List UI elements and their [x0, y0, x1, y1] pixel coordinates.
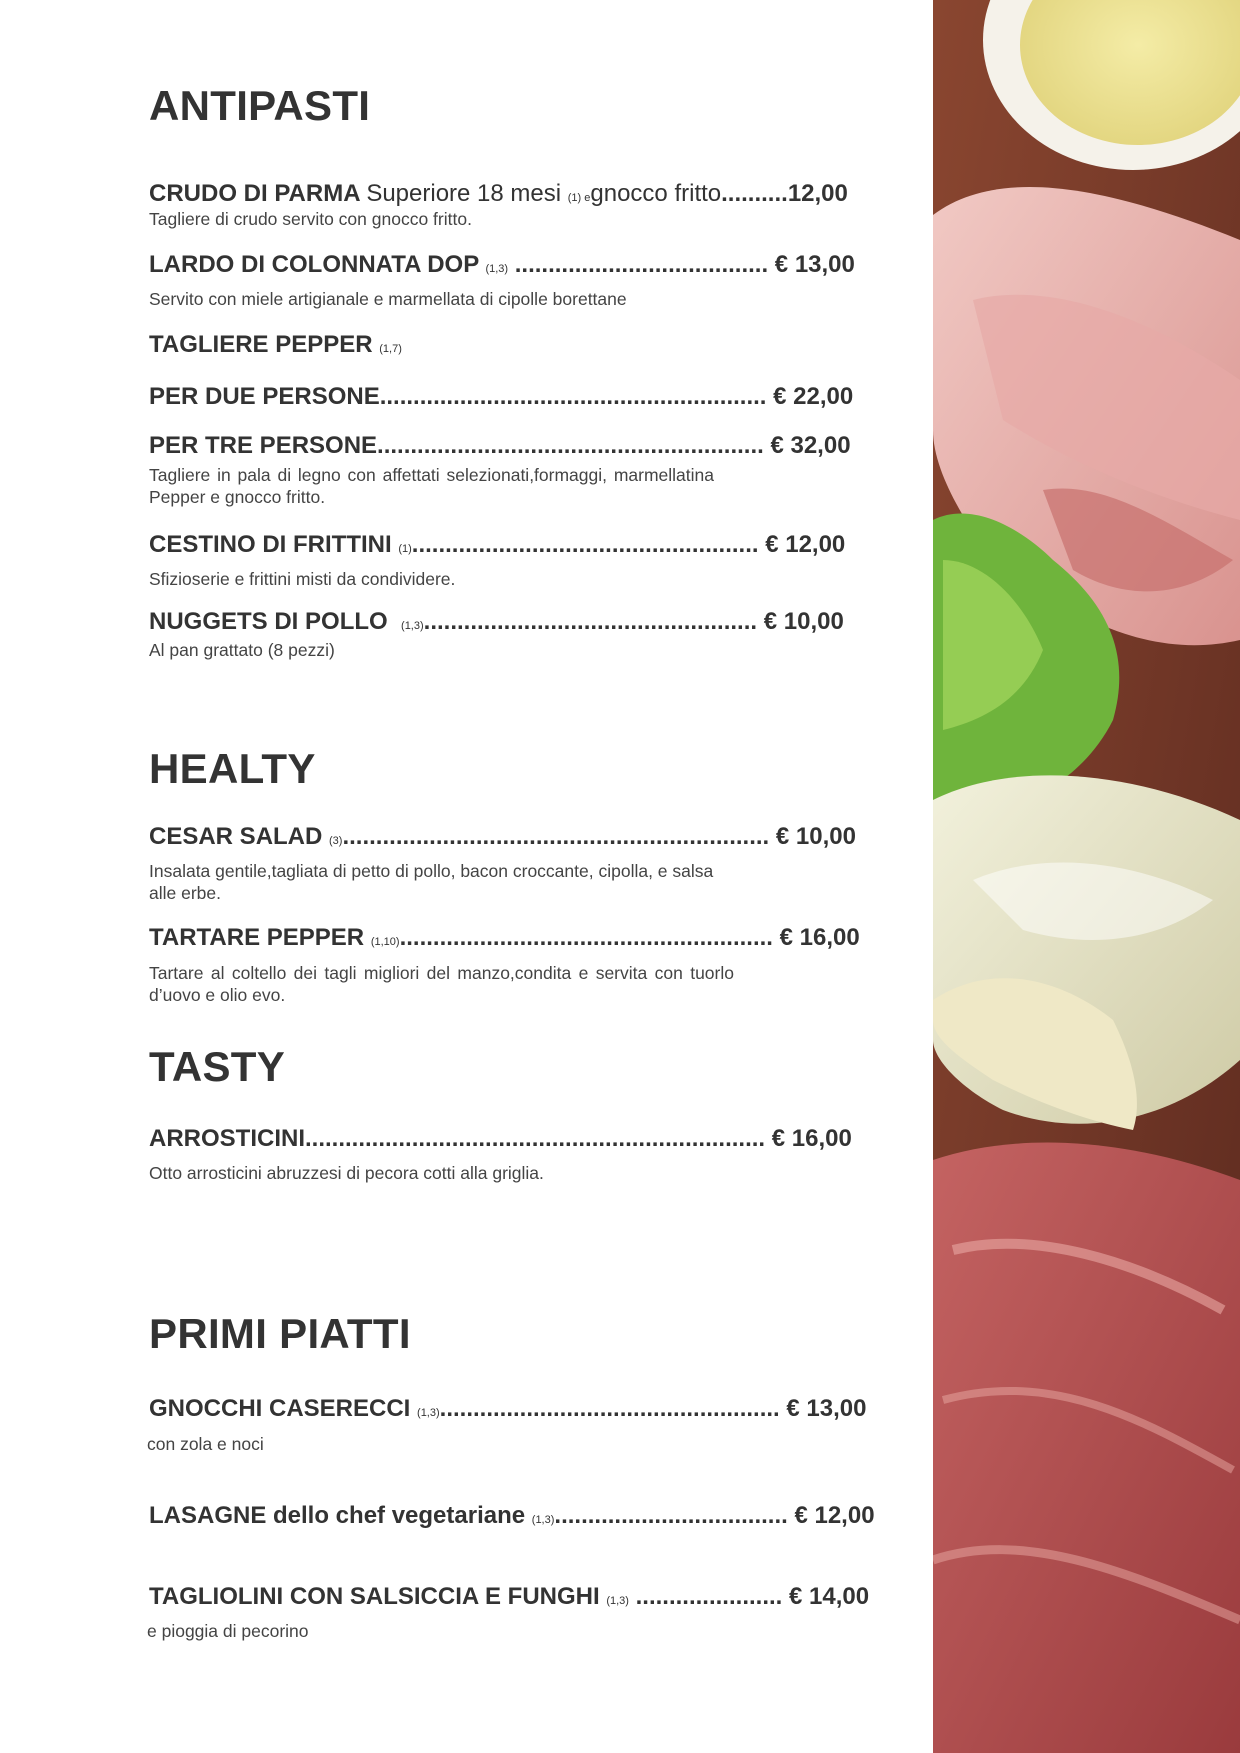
item-dots: ...................................... — [514, 251, 769, 278]
item-dots: ................................................... — [439, 1395, 780, 1422]
item-description: Servito con miele artigianale e marmellata di cipolle borettane — [149, 289, 627, 309]
item-description: Al pan grattato (8 pezzi) — [149, 640, 335, 660]
item-price: € 14,00 — [789, 1583, 870, 1610]
menu-item-nuggets-di-pollo — [149, 608, 844, 640]
item-price: € 12,00 — [794, 1502, 875, 1529]
item-dots: .......................................................... — [377, 432, 764, 459]
item-price: € 16,00 — [779, 924, 860, 951]
menu-item-tagliolini — [149, 1583, 869, 1615]
item-allergens: (1,3) — [401, 620, 424, 632]
item-name: TAGLIERE PEPPER — [149, 331, 373, 358]
item-price: € 12,00 — [765, 531, 846, 558]
item-price: € 16,00 — [771, 1125, 852, 1152]
menu-item-gnocchi-casereccci — [149, 1395, 866, 1427]
item-dots: .......................................................... — [379, 383, 767, 410]
item-name: GNOCCHI CASERECCI — [149, 1395, 411, 1422]
item-allergens: (3) — [329, 835, 343, 847]
menu-item-lardo-di-colonnata — [149, 251, 855, 283]
menu-item-tartare-pepper — [149, 924, 860, 956]
item-price: € 13,00 — [786, 1395, 867, 1422]
section-title-primi-piatti: PRIMI PIATTI — [149, 1310, 411, 1357]
item-dots: .................................................. — [423, 608, 758, 635]
item-price: € 32,00 — [770, 432, 851, 459]
item-description: e pioggia di pecorino — [147, 1621, 309, 1641]
menu-item-per-tre-persone — [149, 432, 851, 460]
item-name: PER DUE PERSONE — [149, 383, 380, 410]
item-allergens: (1,10) — [370, 936, 400, 948]
item-dots: ................................... — [554, 1502, 788, 1529]
item-name: NUGGETS DI POLLO — [149, 608, 388, 635]
item-name: CRUDO DI PARMA — [149, 180, 360, 207]
item-name: ARROSTICINI — [149, 1125, 305, 1152]
item-extra-2: gnocco fritto — [590, 180, 722, 207]
item-dots: .................................................... — [411, 531, 759, 558]
item-name: LASAGNE dello chef vegetariane — [149, 1502, 526, 1529]
item-dots: ................................................................ — [342, 823, 770, 850]
menu-item-lasagne — [149, 1502, 875, 1534]
food-photo-illustration — [933, 0, 1240, 1753]
item-dots: .......... — [721, 180, 788, 207]
item-description: Tartare al coltello dei tagli migliori del manzo,condita e servita con tuorlo d’uovo e olio evo. — [149, 963, 734, 1005]
menu-item-cesar-salad — [149, 823, 856, 855]
item-name: TAGLIOLINI CON SALSICCIA E FUNGHI — [149, 1583, 600, 1610]
item-allergens: (1,3) — [417, 1407, 440, 1419]
menu-item-tagliere-pepper — [149, 331, 402, 363]
item-allergens: (1,3) — [606, 1595, 629, 1607]
item-description: Otto arrosticini abruzzesi di pecora cotti alla griglia. — [149, 1163, 544, 1183]
item-dots: ...................... — [635, 1583, 783, 1610]
item-name: PER TRE PERSONE — [149, 432, 378, 459]
section-title-healty: HEALTY — [149, 745, 316, 792]
item-dots: ..................................................................... — [305, 1125, 766, 1152]
menu-item-arrosticini — [149, 1125, 852, 1153]
item-name: LARDO DI COLONNATA DOP — [149, 251, 479, 278]
item-price: € 10,00 — [775, 823, 856, 850]
item-price: 12,00 — [787, 180, 848, 207]
item-allergens: (1) — [398, 543, 412, 555]
food-photo — [933, 0, 1240, 1753]
item-allergens: (1) e — [567, 192, 591, 204]
item-price: € 13,00 — [774, 251, 855, 278]
section-title-tasty: TASTY — [149, 1043, 286, 1090]
item-extra: Superiore 18 mesi — [366, 180, 562, 207]
menu-item-cestino-di-frittini — [149, 531, 845, 563]
item-name: CESAR SALAD — [149, 823, 323, 850]
item-price: € 10,00 — [763, 608, 844, 635]
menu-item-per-due-persone — [149, 383, 853, 411]
item-description: con zola e noci — [147, 1434, 264, 1454]
item-allergens: (1,3) — [485, 263, 509, 275]
section-title-antipasti: ANTIPASTI — [149, 82, 371, 129]
item-description: Sfizioserie e frittini misti da condividere. — [149, 569, 456, 589]
item-description: Insalata gentile,tagliata di petto di pollo, bacon croccante, cipolla, e salsa alle erbe. — [149, 861, 714, 903]
item-name: TARTARE PEPPER — [149, 924, 365, 951]
item-allergens: (1,3) — [531, 1514, 555, 1526]
item-allergens: (1,7) — [379, 343, 402, 355]
item-price: € 22,00 — [773, 383, 854, 410]
item-name: CESTINO DI FRITTINI — [149, 531, 392, 558]
item-description: Tagliere di crudo servito con gnocco fritto. — [149, 209, 472, 229]
item-description: Tagliere in pala di legno con affettati selezionati,formaggi, marmellatina Pepper e gnocco fritto. — [149, 465, 714, 507]
item-dots: ........................................................ — [399, 924, 773, 951]
